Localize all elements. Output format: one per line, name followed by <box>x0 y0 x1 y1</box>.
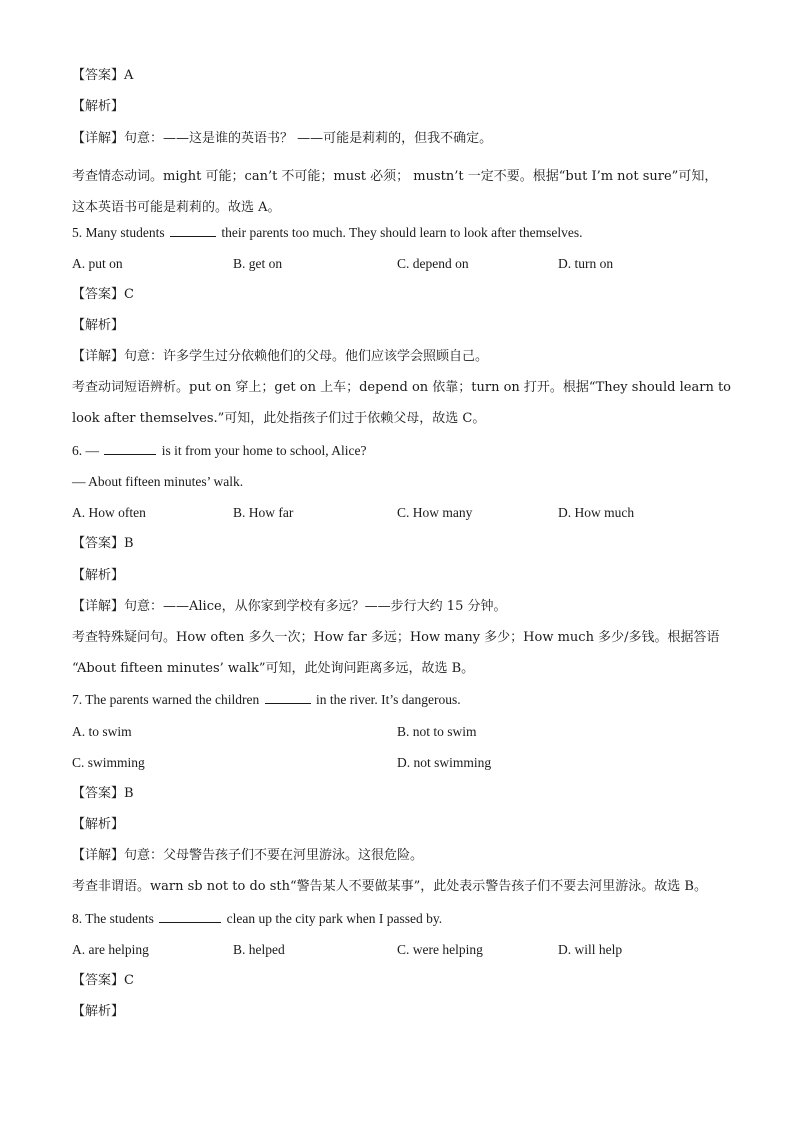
question-5 <box>72 224 583 242</box>
option-d: D. will help <box>558 942 623 957</box>
option-d: D. not swimming <box>397 755 492 770</box>
question-number: 6. — <box>72 443 99 458</box>
detail-4: 【详解】句意：——这是谁的英语书？ ——可能是莉莉的，但我不确定。 <box>72 131 493 146</box>
question-text-after: clean up the city park when I passed by. <box>226 911 443 926</box>
option-d: D. How much <box>558 505 635 520</box>
option-c: C. How many <box>397 505 473 520</box>
option-c: C. swimming <box>72 755 145 770</box>
option-b: B. get on <box>233 256 283 271</box>
question-6-reply: — About fifteen minutes’ walk. <box>72 474 244 489</box>
question-7 <box>72 691 461 709</box>
analysis-6: 【解析】 <box>72 568 125 583</box>
answer-4: 【答案】A <box>72 68 134 83</box>
answer-blank <box>265 691 311 704</box>
question-text-after: their parents too much. They should learn to look after themselves. <box>221 225 583 240</box>
explain-5-line1: 考查动词短语辨析。put on 穿上；get on 上车；depend on 依靠；turn on 打开。根据“They should learn to <box>72 380 732 395</box>
explain-6-line1: 考查特殊疑问句。How often 多久一次；How far 多远；How many 多少；How much 多少/多钱。根据答语 <box>72 630 720 645</box>
analysis-5: 【解析】 <box>72 318 125 333</box>
analysis-8: 【解析】 <box>72 1004 125 1019</box>
question-text-after: is it from your home to school, Alice? <box>161 443 367 458</box>
question-text-after: in the river. It’s dangerous. <box>315 692 461 707</box>
option-c: C. depend on <box>397 256 469 271</box>
question-text-before: The students <box>85 911 154 926</box>
detail-6: 【详解】句意：——Alice，从你家到学校有多远？——步行大约 15 分钟。 <box>72 599 507 614</box>
explain-4: 考查情态动词。might 可能；can’t 不可能；must 必须； mustn’t 一定不要。根据“but I’m not sure”可知，这本英语书可能是莉莉的。故选 A。 <box>72 169 718 215</box>
option-c: C. were helping <box>397 942 483 957</box>
explain-7-line1: 考查非谓语。warn sb not to do sth“警告某人不要做某事”，此处表示警告孩子们不要去河里游泳。故选 B。 <box>72 879 707 894</box>
answer-blank <box>159 910 221 923</box>
answer-blank <box>104 442 156 455</box>
answer-8: 【答案】C <box>72 973 134 988</box>
answer-6: 【答案】B <box>72 536 134 551</box>
detail-7: 【详解】句意：父母警告孩子们不要在河里游泳。这很危险。 <box>72 848 424 863</box>
explain-6-line2: “About fifteen minutes’ walk”可知，此处询问距离多远，故选 B。 <box>72 661 475 676</box>
analysis-4: 【解析】 <box>72 99 125 114</box>
answer-blank <box>170 224 216 237</box>
question-text-before: Many students <box>85 225 165 240</box>
question-8 <box>72 910 442 928</box>
option-a: A. to swim <box>72 724 132 739</box>
question-number: 5. <box>72 225 83 240</box>
option-b: B. How far <box>233 505 294 520</box>
explain-5-line2: look after themselves.”可知，此处指孩子们过于依赖父母，故选 C。 <box>72 411 486 426</box>
detail-5: 【详解】句意：许多学生过分依赖他们的父母。他们应该学会照顾自己。 <box>72 349 489 364</box>
question-6 <box>72 442 366 460</box>
option-a: A. put on <box>72 256 123 271</box>
option-b: B. helped <box>233 942 285 957</box>
question-number: 7. <box>72 692 83 707</box>
question-text-before: The parents warned the children <box>85 692 260 707</box>
answer-5: 【答案】C <box>72 287 134 302</box>
question-number: 8. <box>72 911 83 926</box>
option-a: A. are helping <box>72 942 149 957</box>
analysis-7: 【解析】 <box>72 817 125 832</box>
option-a: A. How often <box>72 505 146 520</box>
option-b: B. not to swim <box>397 724 477 739</box>
option-d: D. turn on <box>558 256 614 271</box>
answer-7: 【答案】B <box>72 786 134 801</box>
